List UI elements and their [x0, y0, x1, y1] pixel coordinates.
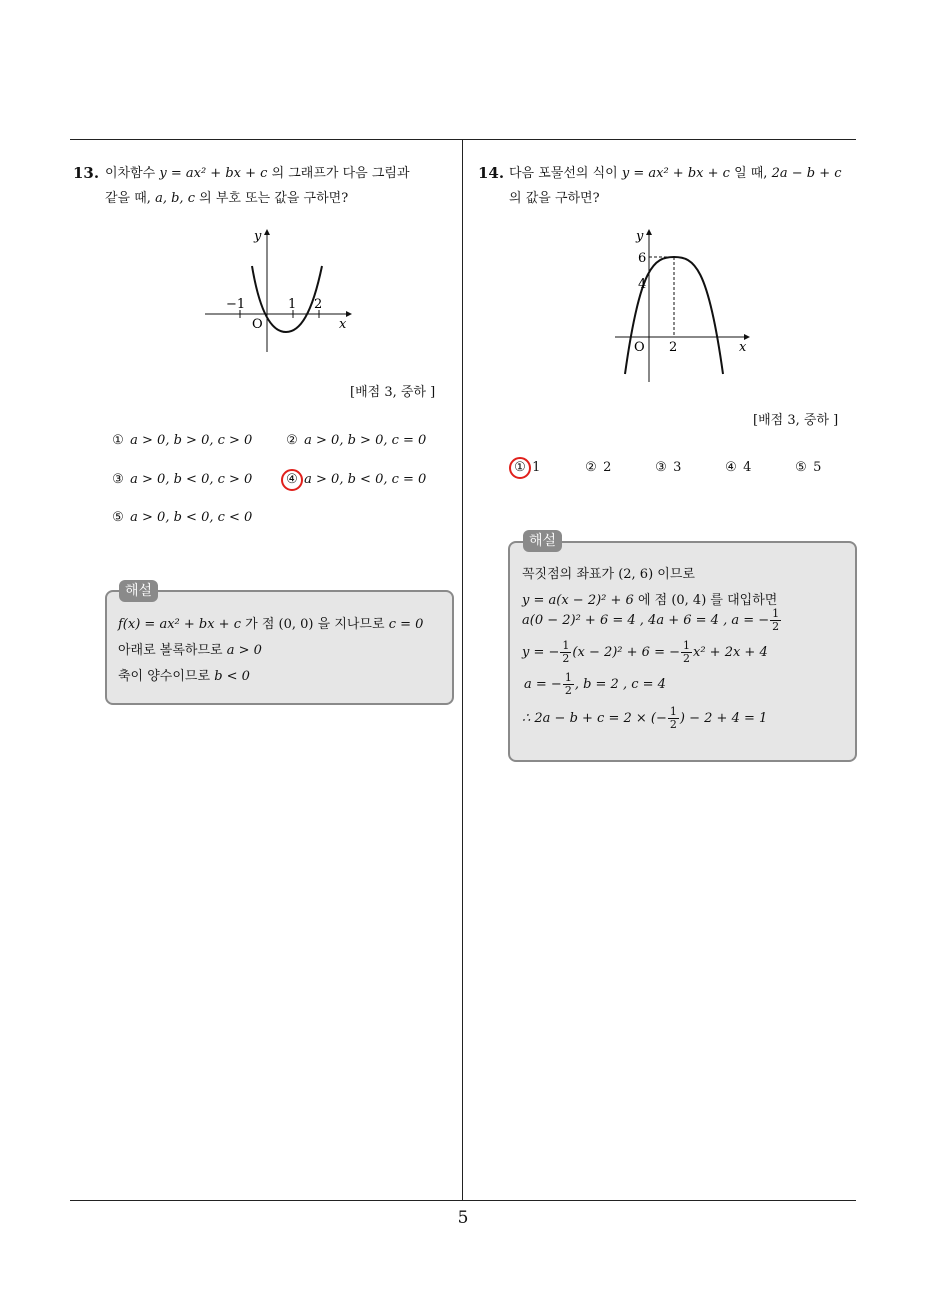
q13-line1-eq: y = ax² + bx + c [159, 166, 268, 181]
q13-option-4-num: ④ [286, 472, 298, 487]
q13-option-5-text: a > 0, b < 0, c < 0 [130, 510, 253, 525]
q13-line1-post: 의 그래프가 다음 그림과 [271, 166, 410, 181]
frac-den: 2 [772, 620, 780, 633]
q14-line1-pre: 다음 포물선의 식이 [509, 166, 618, 181]
q13-expl-line3 [118, 665, 250, 684]
q13-option-3[interactable] [110, 472, 252, 487]
q13-y-arrow [264, 229, 270, 235]
q14-expl-l4-b: (x − 2)² + 6 = − [572, 645, 680, 660]
q13-option-5-num: ⑤ [112, 510, 124, 525]
q14-expl-line2 [522, 589, 777, 608]
q14-expl-line3 [522, 608, 782, 633]
q14-option-4-text: 4 [743, 460, 752, 475]
q13-answer-mark [281, 469, 303, 491]
q14-option-4-num: ④ [725, 460, 737, 475]
top-rule [70, 139, 856, 140]
q13-line2-vars: a, b, c [155, 191, 195, 206]
q14-expl-l2-b: 를 대입하면 [710, 593, 778, 608]
q14-expl-line6 [522, 706, 767, 731]
q14-option-3-text: 3 [673, 460, 682, 475]
q14-expl-l4-frac1 [560, 640, 571, 665]
q13-expl-line2 [118, 639, 262, 658]
q14-expl-l2-eq: y = a(x − 2)² + 6 [522, 593, 634, 608]
frac-num: 1 [564, 671, 572, 684]
q13-option-1[interactable] [110, 433, 252, 448]
q14-expl-l1-b: 이므로 [657, 567, 695, 582]
q14-tick-y4: 4 [638, 277, 647, 292]
q13-line1-pre: 이차함수 [105, 166, 156, 181]
q14-expl-l6-a: ∴ 2a − b + c = 2 × (− [522, 711, 667, 726]
q13-number: 13. [73, 164, 100, 182]
q14-option-5-num: ⑤ [795, 460, 807, 475]
frac-num: 1 [669, 705, 677, 718]
q14-y-label: y [636, 229, 644, 244]
q13-text [105, 161, 410, 211]
q14-option-2-text: 2 [603, 460, 612, 475]
q13-expl-l1-a: 가 점 [245, 617, 275, 632]
q14-line1-mid: 일 때, [734, 166, 768, 181]
q13-option-4-text: a > 0, b < 0, c = 0 [304, 472, 427, 487]
q14-option-1-num: ① [514, 460, 526, 475]
q14-line1-eq: y = ax² + bx + c [621, 166, 730, 181]
q13-expl-line1 [118, 613, 423, 632]
q14-option-1-text: 1 [532, 460, 541, 475]
q14-y-arrow [646, 229, 652, 235]
q14-origin-label: O [634, 340, 645, 355]
q13-expl-l3-res: b < 0 [214, 669, 250, 684]
q13-explanation-tag: 해설 [119, 580, 158, 602]
q13-expl-l2-res: a > 0 [226, 643, 262, 658]
q13-tick-1: 1 [288, 297, 297, 312]
q14-option-5[interactable] [793, 460, 821, 475]
frac-num: 1 [683, 639, 690, 652]
q14-graph [612, 226, 757, 386]
q14-expl-l3-frac [770, 608, 781, 633]
q13-option-4[interactable] [284, 472, 426, 487]
q13-expl-l1-eq: f(x) = ax² + bx + c [118, 617, 241, 632]
q13-tick-neg1: −1 [226, 297, 246, 312]
q14-expl-l2-a: 에 점 [637, 593, 668, 608]
frac-den: 2 [669, 718, 677, 731]
q14-option-3[interactable] [653, 460, 681, 475]
q13-option-1-text: a > 0, b > 0, c > 0 [130, 433, 253, 448]
q14-text [509, 161, 842, 211]
q14-expl-l5-b: , b = 2 , c = 4 [574, 677, 666, 692]
q14-expl-l5-a: a = − [524, 677, 562, 692]
q14-tick-y6: 6 [638, 251, 647, 266]
q13-option-2-num: ② [286, 433, 298, 448]
q14-option-4[interactable] [723, 460, 751, 475]
q13-y-label: y [254, 229, 262, 244]
q14-expl-l1-a: 꼭짓점의 좌표가 [522, 567, 615, 582]
q14-score: [배점 3, 중하 ] [753, 413, 839, 428]
q14-expl-l2-pt: (0, 4) [671, 593, 707, 608]
q13-score: [배점 3, 중하 ] [350, 385, 436, 400]
q13-origin-label: O [252, 317, 263, 332]
frac-num: 1 [772, 607, 780, 620]
frac-den: 2 [564, 684, 572, 697]
q13-line2-pre: 같을 때, [105, 191, 151, 206]
q13-tick-2: 2 [314, 297, 323, 312]
q14-expl-l6-frac [668, 706, 679, 731]
q14-option-2[interactable] [583, 460, 611, 475]
q14-expl-l5-frac [563, 672, 574, 697]
q13-line2-post: 의 부호 또는 값을 구하면? [199, 191, 349, 206]
q14-option-3-num: ③ [655, 460, 667, 475]
q14-expl-l4-c: x² + 2x + 4 [693, 645, 768, 660]
q14-option-2-num: ② [585, 460, 597, 475]
q13-expl-l1-pt: (0, 0) [278, 617, 314, 632]
q13-option-3-text: a > 0, b < 0, c > 0 [130, 472, 253, 487]
q13-option-5[interactable] [110, 510, 252, 525]
column-divider [462, 139, 463, 1201]
q13-x-label: x [339, 317, 347, 332]
q14-expl-l6-b: ) − 2 + 4 = 1 [679, 711, 768, 726]
q14-number: 14. [478, 164, 505, 182]
q14-x-label: x [739, 340, 747, 355]
q13-option-3-num: ③ [112, 472, 124, 487]
q14-expl-line1 [522, 563, 695, 582]
frac-num: 1 [562, 639, 570, 652]
q14-expl-l3-a: a(0 − 2)² + 6 = 4 , 4a + 6 = 4 , a = − [522, 613, 770, 628]
frac-den: 2 [683, 652, 690, 665]
q13-expl-l1-b: 을 지나므로 [317, 617, 385, 632]
q13-option-2-text: a > 0, b > 0, c = 0 [304, 433, 427, 448]
q14-expl-l4-frac2 [681, 640, 692, 665]
bottom-rule [70, 1200, 856, 1201]
q14-option-5-text: 5 [813, 460, 822, 475]
frac-den: 2 [562, 652, 570, 665]
q14-expl-line5 [524, 672, 666, 697]
q14-explanation-tag: 해설 [523, 530, 562, 552]
q13-option-1-num: ① [112, 433, 124, 448]
q13-option-2[interactable] [284, 433, 426, 448]
q13-expl-l1-res: c = 0 [388, 617, 424, 632]
q14-expl-l1-pt: (2, 6) [618, 567, 654, 582]
q14-answer-mark [509, 457, 531, 479]
q14-expl-l4-a: y = − [522, 645, 560, 660]
q13-expl-l2-a: 아래로 볼록하므로 [118, 643, 223, 658]
q14-line2: 의 값을 구하면? [509, 191, 600, 206]
q14-line1-expr: 2a − b + c [771, 166, 842, 181]
q13-x-arrow [346, 311, 352, 317]
q13-graph [200, 224, 360, 359]
q14-expl-line4 [522, 640, 768, 665]
page-number: 5 [457, 1208, 469, 1228]
q14-tick-x2: 2 [669, 340, 678, 355]
q13-expl-l3-a: 축이 양수이므로 [118, 669, 211, 684]
